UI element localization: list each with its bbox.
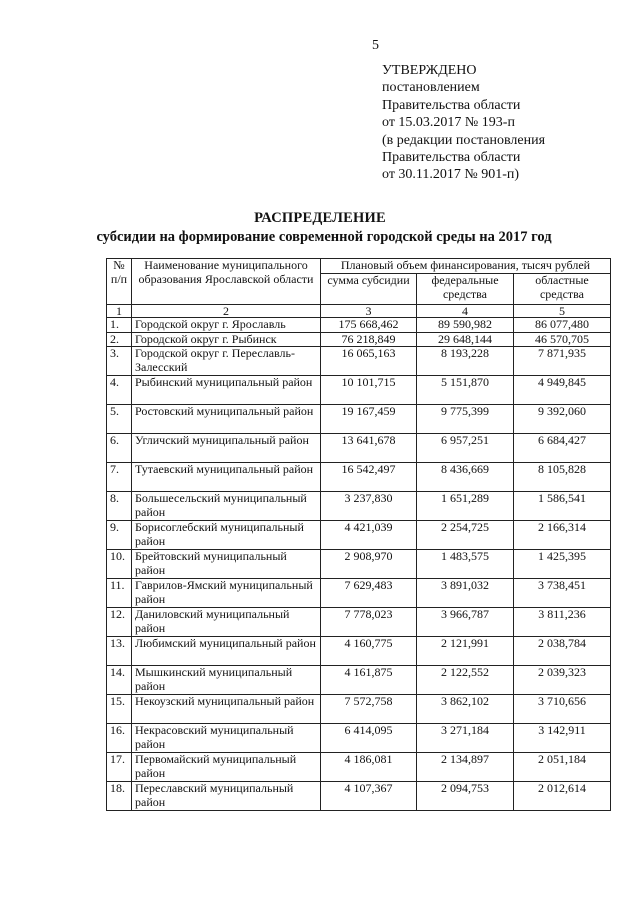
row-sum: 10 101,715 — [321, 376, 417, 405]
row-federal: 6 957,251 — [417, 434, 514, 463]
row-regional: 86 077,480 — [514, 318, 611, 333]
row-sum: 4 107,367 — [321, 782, 417, 811]
col-number: 5 — [514, 305, 611, 318]
row-sum: 3 237,830 — [321, 492, 417, 521]
row-federal: 2 134,897 — [417, 753, 514, 782]
table-row — [107, 492, 611, 521]
header-name: Наименование муниципального образования Ярославской области — [132, 259, 321, 305]
row-sum: 175 668,462 — [321, 318, 417, 333]
row-federal: 1 483,575 — [417, 550, 514, 579]
col-number: 4 — [417, 305, 514, 318]
row-name: Городской округ г. Рыбинск — [132, 332, 321, 347]
row-name: Даниловский муниципальный район — [132, 608, 321, 637]
row-sum: 13 641,678 — [321, 434, 417, 463]
row-name: Гаврилов-Ямский муниципальный район — [132, 579, 321, 608]
row-federal: 2 094,753 — [417, 782, 514, 811]
row-number: 13. — [107, 637, 132, 666]
row-name: Мышкинский муниципальный район — [132, 666, 321, 695]
row-number: 16. — [107, 724, 132, 753]
row-number: 5. — [107, 405, 132, 434]
row-sum: 7 572,758 — [321, 695, 417, 724]
row-federal: 3 862,102 — [417, 695, 514, 724]
table-row — [107, 579, 611, 608]
table-row — [107, 753, 611, 782]
row-federal: 3 966,787 — [417, 608, 514, 637]
approval-line: (в редакции постановления — [382, 132, 546, 148]
row-number: 14. — [107, 666, 132, 695]
row-sum: 16 065,163 — [321, 347, 417, 376]
col-number: 2 — [132, 305, 321, 318]
row-federal: 8 436,669 — [417, 463, 514, 492]
row-federal: 9 775,399 — [417, 405, 514, 434]
row-number: 12. — [107, 608, 132, 637]
row-federal: 3 891,032 — [417, 579, 514, 608]
page-number: 5 — [372, 38, 379, 53]
row-regional: 3 738,451 — [514, 579, 611, 608]
row-number: 3. — [107, 347, 132, 376]
row-name: Любимский муниципальный район — [132, 637, 321, 666]
approval-line: Правительства области — [382, 97, 521, 113]
row-name: Переславский муниципальный район — [132, 782, 321, 811]
approval-line: Правительства области — [382, 150, 521, 166]
row-name: Первомайский муниципальный район — [132, 753, 321, 782]
row-regional: 2 039,323 — [514, 666, 611, 695]
row-sum: 6 414,095 — [321, 724, 417, 753]
row-number: 9. — [107, 521, 132, 550]
row-name: Некрасовский муниципальный район — [132, 724, 321, 753]
row-number: 8. — [107, 492, 132, 521]
table-row — [107, 463, 611, 492]
col-number: 1 — [107, 305, 132, 318]
row-regional: 6 684,427 — [514, 434, 611, 463]
table-row — [107, 376, 611, 405]
row-federal: 5 151,870 — [417, 376, 514, 405]
row-name: Некоузский муниципальный район — [132, 695, 321, 724]
header-plan: Плановый объем финансирования, тысяч рублей — [321, 259, 611, 274]
row-name: Большесельский муниципальный район — [132, 492, 321, 521]
row-federal: 2 122,552 — [417, 666, 514, 695]
row-regional: 8 105,828 — [514, 463, 611, 492]
table-row — [107, 347, 611, 376]
row-name: Рыбинский муниципальный район — [132, 376, 321, 405]
table-row — [107, 666, 611, 695]
approval-line: от 30.11.2017 № 901-п) — [382, 167, 520, 183]
approval-line: УТВЕРЖДЕНО — [382, 63, 477, 78]
table-row — [107, 521, 611, 550]
row-number: 18. — [107, 782, 132, 811]
row-federal: 8 193,228 — [417, 347, 514, 376]
row-sum: 4 421,039 — [321, 521, 417, 550]
row-name: Ростовский муниципальный район — [132, 405, 321, 434]
row-name: Борисоглебский муниципальный район — [132, 521, 321, 550]
row-sum: 19 167,459 — [321, 405, 417, 434]
table-row — [107, 637, 611, 666]
row-number: 6. — [107, 434, 132, 463]
row-sum: 4 186,081 — [321, 753, 417, 782]
approval-line: постановлением — [382, 80, 480, 96]
row-sum: 16 542,497 — [321, 463, 417, 492]
row-regional: 9 392,060 — [514, 405, 611, 434]
row-regional: 2 012,614 — [514, 782, 611, 811]
row-regional: 46 570,705 — [514, 332, 611, 347]
row-federal: 29 648,144 — [417, 332, 514, 347]
row-sum: 7 629,483 — [321, 579, 417, 608]
approval-block — [382, 62, 545, 184]
row-name: Брейтовский муниципальный район — [132, 550, 321, 579]
row-number: 17. — [107, 753, 132, 782]
row-regional: 3 142,911 — [514, 724, 611, 753]
row-regional: 1 425,395 — [514, 550, 611, 579]
row-name: Городской округ г. Ярославль — [132, 318, 321, 333]
row-sum: 4 161,875 — [321, 666, 417, 695]
table-row — [107, 608, 611, 637]
row-sum: 7 778,023 — [321, 608, 417, 637]
table-row — [107, 695, 611, 724]
table-row — [107, 318, 611, 333]
row-federal: 3 271,184 — [417, 724, 514, 753]
row-federal: 2 121,991 — [417, 637, 514, 666]
row-federal: 89 590,982 — [417, 318, 514, 333]
row-number: 15. — [107, 695, 132, 724]
row-name: Городской округ г. Переславль-Залесский — [132, 347, 321, 376]
table-row — [107, 405, 611, 434]
row-regional: 4 949,845 — [514, 376, 611, 405]
row-regional: 2 038,784 — [514, 637, 611, 666]
table-row — [107, 724, 611, 753]
row-number: 2. — [107, 332, 132, 347]
row-federal: 1 651,289 — [417, 492, 514, 521]
row-name: Угличский муниципальный район — [132, 434, 321, 463]
document-title — [0, 210, 640, 246]
row-name: Тутаевский муниципальный район — [132, 463, 321, 492]
header-sum: сумма субсидии — [321, 274, 417, 305]
col-number: 3 — [321, 305, 417, 318]
row-regional: 7 871,935 — [514, 347, 611, 376]
row-number: 1. — [107, 318, 132, 333]
row-sum: 76 218,849 — [321, 332, 417, 347]
row-sum: 2 908,970 — [321, 550, 417, 579]
row-regional: 3 811,236 — [514, 608, 611, 637]
row-regional: 2 051,184 — [514, 753, 611, 782]
row-number: 4. — [107, 376, 132, 405]
header-federal: федеральные средства — [417, 274, 514, 305]
distribution-table — [106, 258, 611, 811]
header-num: № п/п — [107, 259, 132, 305]
row-sum: 4 160,775 — [321, 637, 417, 666]
table-row — [107, 434, 611, 463]
row-regional: 1 586,541 — [514, 492, 611, 521]
table-row — [107, 550, 611, 579]
approval-line: от 15.03.2017 № 193-п — [382, 115, 515, 131]
row-number: 11. — [107, 579, 132, 608]
table-row — [107, 782, 611, 811]
row-regional: 2 166,314 — [514, 521, 611, 550]
header-regional: областные средства — [514, 274, 611, 305]
title-subtitle: субсидии на формирование современной городской среды на 2017 год — [96, 229, 552, 245]
row-federal: 2 254,725 — [417, 521, 514, 550]
row-regional: 3 710,656 — [514, 695, 611, 724]
table-row — [107, 332, 611, 347]
row-number: 7. — [107, 463, 132, 492]
title-main: РАСПРЕДЕЛЕНИЕ — [254, 210, 386, 226]
row-number: 10. — [107, 550, 132, 579]
